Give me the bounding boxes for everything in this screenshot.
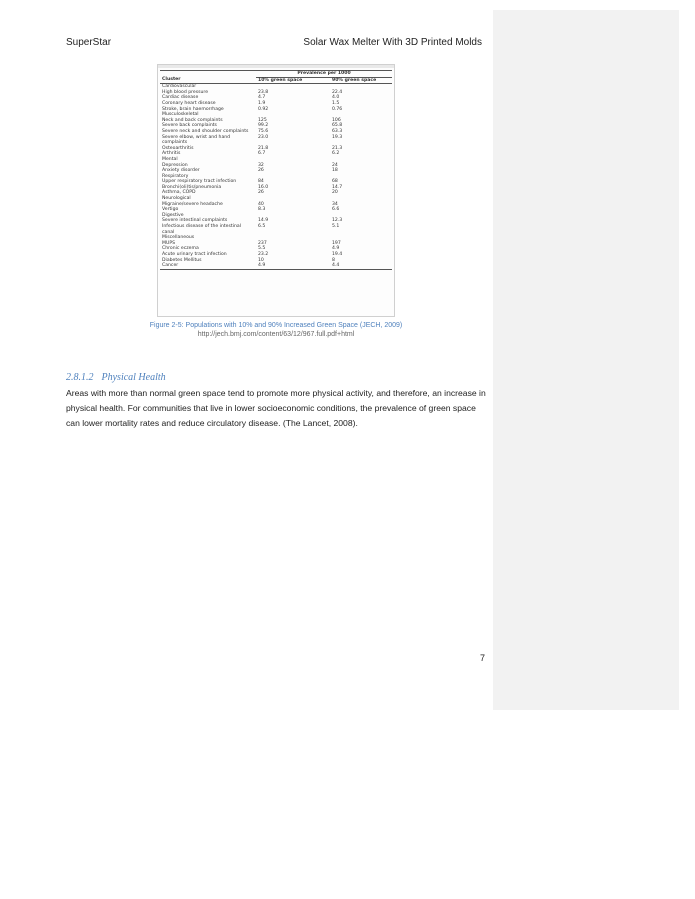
value-90: 65.8 — [332, 123, 343, 129]
value-90: 6.6 — [332, 207, 340, 213]
category-label: Cardiovascular — [162, 84, 197, 90]
row-label: Stroke, brain haemorrhage — [162, 106, 224, 112]
section-title: Physical Health — [101, 372, 166, 383]
value-90: 8 — [332, 257, 335, 263]
row-label: Diabetes Mellitus — [162, 257, 202, 263]
row-label: Anxiety disorder — [162, 168, 200, 174]
value-10: 75.6 — [258, 128, 269, 134]
row-label: Osteoarthritis — [162, 145, 194, 151]
group-header: Prevalence per 1000 — [256, 71, 392, 78]
value-10: 26 — [258, 168, 264, 174]
row-label: Upper respiratory tract infection — [162, 179, 237, 185]
category-label: Miscellaneous — [162, 235, 195, 241]
column-header-cluster: Cluster — [160, 77, 256, 84]
row-label: Cancer — [160, 263, 256, 269]
value-10: 6.7 — [258, 151, 266, 157]
value-90: 24 — [332, 162, 338, 168]
value-10: 99.2 — [258, 123, 269, 129]
header-left: SuperStar — [66, 37, 112, 48]
value-90: 106 — [332, 117, 341, 123]
value-10: 40 — [258, 201, 264, 207]
value-10: 21.8 — [258, 145, 269, 151]
row-label: Bronchi(oli)tis/pneumonia — [162, 184, 222, 190]
value-10: 26 — [258, 190, 264, 196]
value-90: 19.4 — [332, 252, 343, 257]
row-label: Arthritis — [162, 151, 181, 157]
value-10: 5.5 — [258, 246, 266, 252]
row-label: Severe intestinal complaints — [162, 218, 228, 224]
row-label: Severe elbow, wrist and hand complaints — [162, 134, 231, 146]
value-90: 22.4 — [332, 89, 343, 95]
value-90: 34 — [332, 201, 338, 207]
row-label: Cardiac disease — [162, 95, 199, 101]
value-90: 19.3 — [332, 134, 343, 140]
value-90: 4.9 — [332, 246, 340, 252]
category-label: Neurological — [162, 196, 191, 202]
table-body — [160, 84, 392, 270]
value-10: 10 — [258, 257, 264, 263]
column-header-10: 10% green space — [256, 77, 330, 84]
value-10: 237 — [258, 240, 267, 246]
value-90: 5.1 — [332, 224, 340, 230]
value-10: 23.2 — [258, 252, 269, 257]
value-10: 14.9 — [258, 218, 269, 224]
header-right: Solar Wax Melter With 3D Printed Molds — [303, 37, 482, 48]
row-label: Severe neck and shoulder complaints — [162, 128, 249, 134]
value-90: 14.7 — [332, 184, 343, 190]
value-10: 1.9 — [258, 100, 266, 106]
table-row — [160, 263, 392, 269]
value-90: 12.3 — [332, 218, 343, 224]
table-row — [160, 135, 392, 146]
value-10: 0.92 — [258, 106, 269, 112]
value-10: 23.0 — [258, 134, 269, 140]
value-90: 4.4 — [330, 263, 392, 269]
value-90: 197 — [332, 240, 341, 246]
value-90: 6.2 — [332, 151, 340, 157]
value-90: 1.5 — [332, 100, 340, 106]
prevalence-table — [160, 70, 392, 270]
row-label: Severe back complaints — [162, 123, 217, 129]
value-90: 4.0 — [332, 95, 340, 101]
value-10: 32 — [258, 162, 264, 168]
body-paragraph: Areas with more than normal green space tend to promote more physical activity, and therefore, an increase in physical health. For communities that live in lower socioeconomic conditions, the prevalence of green space can lower mortality rates and reduce circulatory disease. (The Lancet, 2008). — [66, 388, 486, 428]
value-90: 21.3 — [332, 145, 343, 151]
caption-url: http://jech.bmj.com/content/63/12/967.full.pdf+html — [197, 331, 355, 338]
value-90: 68 — [332, 179, 338, 185]
row-label: Vertigo — [162, 207, 179, 213]
section-heading — [66, 372, 166, 383]
category-label: Respiratory — [162, 173, 189, 179]
category-label: Digestive — [162, 212, 184, 218]
value-10: 84 — [258, 179, 264, 185]
value-10: 23.8 — [258, 89, 269, 95]
caption-title: Figure 2-5: Populations with 10% and 90% Increased Green Space (JECH, 2009) — [149, 322, 403, 329]
figure-caption — [66, 321, 486, 339]
row-label: Depression — [162, 162, 188, 168]
value-90: 20 — [332, 190, 338, 196]
value-90: 0.76 — [332, 106, 343, 112]
category-label: Musculoskeletal — [162, 112, 199, 118]
comment-pane — [493, 10, 679, 710]
row-label: Acute urinary tract infection — [162, 252, 227, 257]
row-label: Migraine/severe headache — [162, 201, 223, 207]
value-90: 18 — [332, 168, 338, 174]
prevalence-table-figure — [157, 64, 395, 317]
row-label: MUPS — [162, 240, 176, 246]
value-10: 6.5 — [258, 224, 266, 230]
row-label: Chronic eczema — [162, 246, 199, 252]
value-10: 4.7 — [258, 95, 266, 101]
table-row — [160, 224, 392, 235]
value-10: 16.0 — [258, 184, 269, 190]
category-label: Mental — [162, 156, 178, 162]
row-label: Coronary heart disease — [162, 100, 216, 106]
row-label: Asthma, COPD — [162, 190, 196, 196]
row-label: High blood pressure — [162, 89, 209, 95]
value-10: 125 — [258, 117, 267, 123]
row-label: Neck and back complaints — [162, 117, 223, 123]
value-10: 4.9 — [256, 263, 330, 269]
value-10: 8.3 — [258, 207, 266, 213]
row-label: Infectious disease of the intestinal canal — [162, 224, 241, 235]
value-90: 63.3 — [332, 128, 343, 134]
section-number: 2.8.1.2 — [66, 372, 94, 383]
page-number: 7 — [480, 653, 486, 663]
column-header-90: 90% green space — [330, 77, 392, 84]
table-top-strip — [158, 65, 394, 68]
